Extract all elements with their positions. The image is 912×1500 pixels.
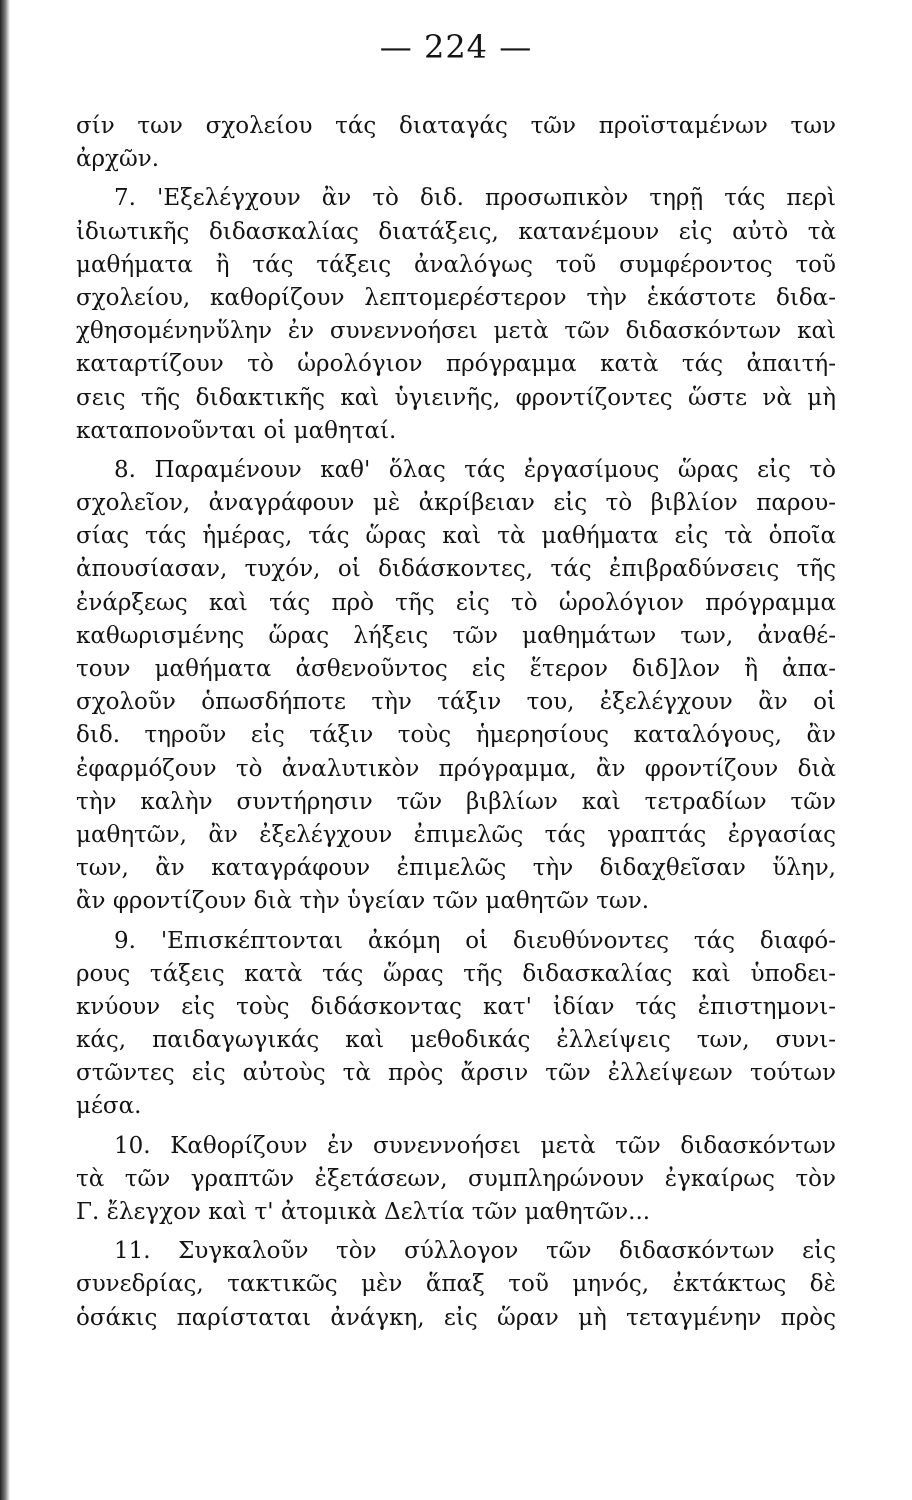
text-line: ἀρχῶν.	[76, 146, 160, 173]
text-line: χθησομένηνὕλην ἐν συνεννοήσει μετὰ τῶν διδασκόντων καὶ	[76, 318, 836, 345]
text-line: σχολοῦν ὁπωσδήποτε τὴν τάξιν του, ἐξελέγχουν ἂν οἱ	[76, 689, 836, 716]
text-line: ἐνάρξεως καὶ τάς πρὸ τῆς εἰς τὸ ὡρολόγιον πρόγραμμα	[76, 589, 836, 616]
text-line: ὁσάκις παρίσταται ἀνάγκη, εἰς ὥραν μὴ τεταγμένην πρὸς	[76, 1304, 836, 1331]
text-line: σίας τάς ἡμέρας, τάς ὥρας καὶ τὰ μαθήματα εἰς τὰ ὁποῖα	[76, 523, 836, 550]
text-line: ἂν φροντίζουν διὰ τὴν ὑγείαν τῶν μαθητῶν των.	[76, 888, 650, 915]
text-line: σεις τῆς διδακτικῆς καὶ ὑγιεινῆς, φροντίζοντες ὥστε νὰ μὴ	[76, 384, 836, 411]
text-line: ἀπουσίασαν, τυχόν, οἱ διδάσκοντες, τάς ἐπιβραδύνσεις τῆς	[76, 556, 836, 583]
text-line: καταρτίζουν τὸ ὡρολόγιον πρόγραμμα κατὰ τάς ἀπαιτή-	[76, 351, 836, 378]
text-line: Γ. ἔλεγχον καὶ τ' ἀτομικὰ Δελτία τῶν μαθητῶν...	[76, 1199, 651, 1225]
text-line: μαθητῶν, ἂν ἐξελέγχουν ἐπιμελῶς τάς γραπτάς ἐργασίας	[76, 821, 836, 848]
text-line: καθωρισμένης ὥρας λήξεις τῶν μαθημάτων των, ἀναθέ-	[76, 622, 836, 649]
text-line: διδ. τηροῦν εἰς τάξιν τοὺς ἡμερησίους καταλόγους, ἂν	[76, 722, 836, 749]
text-line: τουν μαθήματα ἀσθενοῦντος εἰς ἕτερον διδ]λον ἢ ἀπα-	[76, 656, 836, 682]
page-edge-shadow	[0, 0, 10, 1500]
text-line: συνεδρίας, τακτικῶς μὲν ἅπαξ τοῦ μηνός, ἐκτάκτως δὲ	[76, 1271, 836, 1298]
text-line: σχολεῖον, ἀναγράφουν μὲ ἀκρίβειαν εἰς τὸ βιβλίον παρου-	[76, 490, 836, 517]
body-text	[76, 110, 836, 1335]
text-line: 9. 'Επισκέπτονται ἀκόμη οἱ διευθύνοντες τάς διαφό-	[114, 927, 836, 954]
text-line: σίν των σχολείου τάς διαταγάς τῶν προϊσταμένων των	[76, 113, 836, 139]
text-line: στῶντες εἰς αὐτοὺς τὰ πρὸς ἄρσιν τῶν ἐλλείψεων τούτων	[76, 1060, 836, 1087]
text-line: σχολείου, καθορίζουν λεπτομερέστερον τὴν ἑκάστοτε διδα-	[76, 284, 836, 311]
text-line: 8. Παραμένουν καθ' ὅλας τάς ἐργασίμους ὥρας εἰς τὸ	[114, 456, 836, 483]
text-line: κάς, παιδαγωγικάς καὶ μεθοδικάς ἐλλείψεις των, συνι-	[76, 1027, 836, 1054]
text-line: τὰ τῶν γραπτῶν ἐξετάσεων, συμπληρώνουν ἐγκαίρως τὸν	[76, 1165, 836, 1192]
text-line: 11. Συγκαλοῦν τὸν σύλλογον τῶν διδασκόντων εἰς	[114, 1238, 836, 1265]
text-line: ρους τάξεις κατὰ τάς ὥρας τῆς διδασκαλίας καὶ ὑποδει-	[76, 960, 836, 987]
text-line: μαθήματα ἢ τάς τάξεις ἀναλόγως τοῦ συμφέροντος τοῦ	[76, 251, 836, 278]
text-line: κνύουν εἰς τοὺς διδάσκοντας κατ' ἰδίαν τάς ἐπιστημονι-	[76, 993, 836, 1020]
text-line: των, ἂν καταγράφουν ἐπιμελῶς τὴν διδαχθεῖσαν ὕλην,	[76, 855, 836, 882]
text-line: 7. 'Εξελέγχουν ἂν τὸ διδ. προσωπικὸν τηρῇ τάς περὶ	[114, 185, 836, 212]
text-line: καταπονοῦνται οἱ μαθηταί.	[76, 417, 397, 444]
page-number: — 224 —	[379, 28, 533, 66]
text-line: τὴν καλὴν συντήρησιν τῶν βιβλίων καὶ τετραδίων τῶν	[76, 788, 836, 815]
text-line: ἰδιωτικῆς διδασκαλίας διατάξεις, κατανέμουν εἰς αὐτὸ τὰ	[76, 218, 836, 245]
text-line: ἐφαρμόζουν τὸ ἀναλυτικὸν πρόγραμμα, ἂν φροντίζουν διὰ	[76, 755, 836, 782]
text-line: μέσα.	[76, 1093, 142, 1120]
text-line: 10. Καθορίζουν ἐν συνεννοήσει μετὰ τῶν διδασκόντων	[114, 1132, 836, 1159]
